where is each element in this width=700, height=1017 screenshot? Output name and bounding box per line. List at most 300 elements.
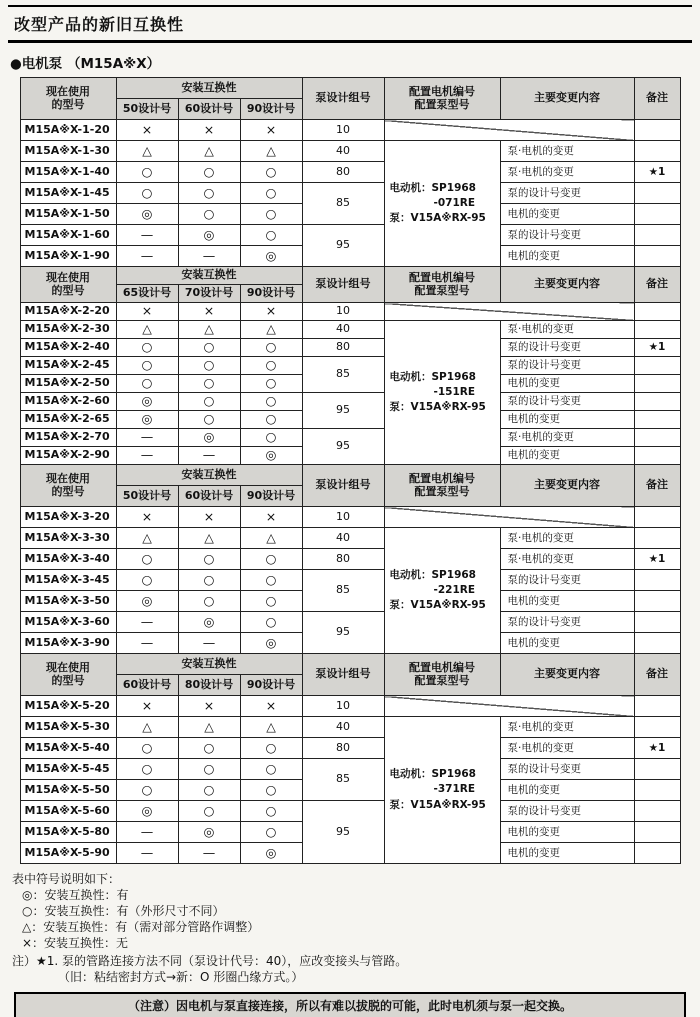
model-cell: M15A※X-1-60 — [20, 225, 116, 246]
table-row — [20, 717, 680, 738]
remark-cell: ★1 — [634, 549, 680, 570]
header-text: 配置电机编号 — [409, 471, 475, 485]
compat-table-m15a-x-3 — [20, 464, 681, 654]
change-cell: 泵的设计号变更 — [500, 801, 634, 822]
model-cell: M15A※X-3-45 — [20, 570, 116, 591]
model-cell: M15A※X-2-90 — [20, 447, 116, 465]
table-row — [20, 120, 680, 141]
remark-cell — [634, 612, 680, 633]
change-cell: 泵·电机的变更 — [500, 528, 634, 549]
col-header-motor-config — [384, 267, 500, 303]
compat-symbol: △ — [116, 528, 178, 549]
group-cell: 95 — [302, 393, 384, 429]
group-cell: 85 — [302, 357, 384, 393]
remark-cell — [634, 429, 680, 447]
col-header-motor-config — [384, 654, 500, 696]
table-header-row — [20, 78, 680, 99]
table-row — [20, 393, 680, 411]
group-cell: 80 — [302, 162, 384, 183]
compat-symbol: ◎ — [116, 801, 178, 822]
group-cell: 10 — [302, 696, 384, 717]
compat-symbol: ○ — [178, 375, 240, 393]
table-row — [20, 759, 680, 780]
remark-cell — [634, 591, 680, 612]
compat-symbol: ◎ — [116, 591, 178, 612]
model-cell: M15A※X-2-65 — [20, 411, 116, 429]
group-cell: 40 — [302, 528, 384, 549]
remark-cell — [634, 225, 680, 246]
design-col-header: 60设计号 — [178, 486, 240, 507]
header-text: 配置泵型号 — [414, 484, 470, 498]
compat-symbol: △ — [116, 717, 178, 738]
motor-number-suffix: -071RE — [433, 196, 476, 209]
compat-symbol: — — [116, 429, 178, 447]
compat-symbol: — — [178, 633, 240, 654]
compat-symbol: ○ — [240, 204, 302, 225]
col-header-pump-design-group: 泵设计组号 — [302, 267, 384, 303]
compat-symbol: ○ — [116, 738, 178, 759]
compat-symbol: ○ — [240, 570, 302, 591]
design-col-header: 90设计号 — [240, 675, 302, 696]
remark-cell: ★1 — [634, 162, 680, 183]
table-row — [20, 339, 680, 357]
header-text: 配置电机编号 — [409, 660, 475, 674]
footnote-star1: 注）★1. 泵的管路连接方法不同（泵设计代号：40），应改变接头与管路。 — [12, 953, 408, 968]
group-cell: 80 — [302, 738, 384, 759]
col-header-mount-compat: 安装互换性 — [116, 78, 302, 99]
compat-symbol: — — [116, 822, 178, 843]
change-cell: 泵·电机的变更 — [500, 549, 634, 570]
col-header-main-changes: 主要变更内容 — [500, 267, 634, 303]
col-header-remarks: 备注 — [634, 654, 680, 696]
remark-cell — [634, 717, 680, 738]
legend-item-circle: ○：安装互换性：有（外形尺寸不同） — [22, 903, 225, 918]
change-cell: 泵·电机的变更 — [500, 321, 634, 339]
col-header-mount-compat: 安装互换性 — [116, 465, 302, 486]
table-row — [20, 507, 680, 528]
col-header-main-changes: 主要变更内容 — [500, 654, 634, 696]
design-col-header: 65设计号 — [116, 285, 178, 303]
group-cell: 80 — [302, 549, 384, 570]
change-cell: 泵的设计号变更 — [500, 357, 634, 375]
design-col-header: 90设计号 — [240, 486, 302, 507]
model-cell: M15A※X-2-60 — [20, 393, 116, 411]
motor-number: 电动机：SP1968 — [389, 568, 476, 581]
change-cell: 泵·电机的变更 — [500, 738, 634, 759]
compat-symbol: ◎ — [240, 843, 302, 864]
diagonal-empty-cell — [384, 696, 634, 717]
design-col-header: 80设计号 — [178, 675, 240, 696]
remark-cell — [634, 843, 680, 864]
change-cell: 电机的变更 — [500, 843, 634, 864]
compat-symbol: △ — [178, 717, 240, 738]
compat-symbol: ○ — [240, 759, 302, 780]
compat-symbol: — — [178, 246, 240, 267]
compat-symbol: × — [116, 303, 178, 321]
compat-symbol: △ — [240, 141, 302, 162]
remark-cell — [634, 633, 680, 654]
compat-symbol: ○ — [240, 339, 302, 357]
compat-symbol: △ — [178, 321, 240, 339]
table-row — [20, 183, 680, 204]
model-cell: M15A※X-2-70 — [20, 429, 116, 447]
group-cell: 95 — [302, 429, 384, 465]
model-cell: M15A※X-2-50 — [20, 375, 116, 393]
compat-table-m15a-x-5 — [20, 653, 681, 864]
compat-symbol: ○ — [178, 339, 240, 357]
group-cell: 95 — [302, 612, 384, 654]
model-cell: M15A※X-5-50 — [20, 780, 116, 801]
footnote-star1-continued: （旧：粘结密封方式→新：O 形圈凸缘方式。） — [58, 969, 304, 984]
compat-symbol: △ — [178, 528, 240, 549]
table-row — [20, 696, 680, 717]
compat-symbol: ○ — [240, 612, 302, 633]
change-cell: 泵的设计号变更 — [500, 225, 634, 246]
model-cell: M15A※X-5-20 — [20, 696, 116, 717]
remark-cell — [634, 204, 680, 225]
col-header-current-model — [20, 465, 116, 507]
header-text: 的型号 — [51, 97, 85, 111]
compat-symbol: ○ — [240, 225, 302, 246]
col-header-pump-design-group: 泵设计组号 — [302, 654, 384, 696]
compat-symbol: ○ — [178, 162, 240, 183]
header-text: 配置电机编号 — [409, 84, 475, 98]
compat-symbol: ◎ — [178, 225, 240, 246]
compat-symbol: — — [178, 447, 240, 465]
compat-symbol: ○ — [178, 801, 240, 822]
change-cell: 泵·电机的变更 — [500, 717, 634, 738]
compat-symbol: △ — [240, 528, 302, 549]
compat-table-m15a-x-1 — [20, 77, 681, 267]
design-col-header: 90设计号 — [240, 285, 302, 303]
header-text: 配置泵型号 — [414, 283, 470, 297]
col-header-pump-design-group: 泵设计组号 — [302, 465, 384, 507]
compat-symbol: ◎ — [240, 447, 302, 465]
header-text: 配置电机编号 — [409, 270, 475, 284]
compat-symbol: ○ — [178, 759, 240, 780]
compat-symbol: ◎ — [116, 393, 178, 411]
change-cell: 泵的设计号变更 — [500, 612, 634, 633]
col-header-main-changes: 主要变更内容 — [500, 78, 634, 120]
compat-symbol: — — [116, 843, 178, 864]
compat-symbol: ◎ — [116, 411, 178, 429]
remark-cell — [634, 696, 680, 717]
group-cell: 95 — [302, 225, 384, 267]
pump-model: 泵：V15A※RX-95 — [389, 798, 486, 811]
compat-symbol: ○ — [178, 411, 240, 429]
group-cell: 10 — [302, 120, 384, 141]
change-cell: 电机的变更 — [500, 780, 634, 801]
design-col-header: 60设计号 — [178, 99, 240, 120]
compat-symbol: ○ — [240, 357, 302, 375]
model-cell: M15A※X-2-40 — [20, 339, 116, 357]
motor-number: 电动机：SP1968 — [389, 768, 476, 781]
compat-symbol: ○ — [116, 357, 178, 375]
model-cell: M15A※X-5-90 — [20, 843, 116, 864]
compat-symbol: ○ — [116, 183, 178, 204]
legend-item-double-circle: ◎：安装互换性：有 — [22, 887, 129, 902]
title-band — [8, 5, 692, 43]
model-cell: M15A※X-1-20 — [20, 120, 116, 141]
col-header-motor-config — [384, 78, 500, 120]
group-cell: 40 — [302, 321, 384, 339]
compat-symbol: × — [178, 507, 240, 528]
change-cell: 电机的变更 — [500, 633, 634, 654]
header-text: 现在使用 — [46, 270, 90, 284]
compat-symbol: △ — [240, 717, 302, 738]
compat-symbol: ◎ — [178, 612, 240, 633]
motor-number-suffix: -221RE — [433, 583, 476, 596]
motor-config-cell — [384, 717, 500, 864]
remark-cell — [634, 393, 680, 411]
motor-config-cell — [384, 141, 500, 267]
compat-symbol: ○ — [240, 780, 302, 801]
compat-symbol: ○ — [116, 162, 178, 183]
page-title: 改型产品的新旧互换性 — [14, 15, 185, 34]
col-header-current-model — [20, 78, 116, 120]
model-cell: M15A※X-5-80 — [20, 822, 116, 843]
caution-notice: （注意）因电机与泵直接连接，所以有难以拔脱的可能，此时电机须与泵一起交换。 — [14, 992, 686, 1017]
compat-symbol: ○ — [240, 801, 302, 822]
compat-symbol: ○ — [178, 204, 240, 225]
remark-cell — [634, 120, 680, 141]
design-col-header: 70设计号 — [178, 285, 240, 303]
table-row — [20, 801, 680, 822]
model-cell: M15A※X-1-30 — [20, 141, 116, 162]
header-text: 现在使用 — [46, 660, 90, 674]
change-cell: 泵的设计号变更 — [500, 339, 634, 357]
model-cell: M15A※X-1-50 — [20, 204, 116, 225]
change-cell: 电机的变更 — [500, 591, 634, 612]
remark-cell — [634, 822, 680, 843]
change-cell: 电机的变更 — [500, 447, 634, 465]
compat-symbol: ○ — [240, 738, 302, 759]
group-cell: 80 — [302, 339, 384, 357]
col-header-remarks: 备注 — [634, 465, 680, 507]
legend-item-triangle: △：安装互换性：有（需对部分管路作调整） — [22, 919, 260, 934]
remark-cell — [634, 375, 680, 393]
legend-section — [12, 872, 690, 986]
remark-cell — [634, 141, 680, 162]
compat-symbol: ○ — [178, 549, 240, 570]
model-cell: M15A※X-2-30 — [20, 321, 116, 339]
table-row — [20, 612, 680, 633]
compat-symbol: ○ — [240, 375, 302, 393]
remark-cell — [634, 411, 680, 429]
compat-symbol: ○ — [240, 549, 302, 570]
compat-symbol: ○ — [240, 411, 302, 429]
motor-config-cell — [384, 321, 500, 465]
compat-symbol: ○ — [116, 570, 178, 591]
change-cell: 泵的设计号变更 — [500, 393, 634, 411]
model-cell: M15A※X-1-45 — [20, 183, 116, 204]
compat-symbol: × — [178, 303, 240, 321]
motor-number: 电动机：SP1968 — [389, 181, 476, 194]
compat-symbol: ◎ — [178, 822, 240, 843]
compat-symbol: ○ — [178, 393, 240, 411]
change-cell: 泵·电机的变更 — [500, 162, 634, 183]
compat-symbol: ○ — [240, 162, 302, 183]
remark-cell — [634, 507, 680, 528]
table-row — [20, 738, 680, 759]
header-text: 的型号 — [51, 484, 85, 498]
table-row — [20, 429, 680, 447]
group-cell: 40 — [302, 717, 384, 738]
table-row — [20, 303, 680, 321]
compat-symbol: × — [116, 120, 178, 141]
model-cell: M15A※X-1-90 — [20, 246, 116, 267]
group-cell: 40 — [302, 141, 384, 162]
model-cell: M15A※X-3-90 — [20, 633, 116, 654]
pump-model: 泵：V15A※RX-95 — [389, 212, 486, 225]
compat-symbol: ○ — [178, 738, 240, 759]
design-col-header: 50设计号 — [116, 99, 178, 120]
group-cell: 10 — [302, 507, 384, 528]
header-text: 现在使用 — [46, 84, 90, 98]
diagonal-empty-cell — [384, 507, 634, 528]
compat-symbol: ○ — [178, 591, 240, 612]
pump-model: 泵：V15A※RX-95 — [389, 401, 486, 414]
compat-symbol: ○ — [240, 822, 302, 843]
compat-symbol: × — [178, 696, 240, 717]
col-header-current-model — [20, 654, 116, 696]
table-row — [20, 162, 680, 183]
compat-symbol: ○ — [178, 357, 240, 375]
compat-symbol: — — [116, 246, 178, 267]
legend-intro: 表中符号说明如下： — [12, 872, 121, 886]
change-cell: 电机的变更 — [500, 411, 634, 429]
change-cell: 泵·电机的变更 — [500, 429, 634, 447]
table-header-row — [20, 654, 680, 675]
design-col-header: 50设计号 — [116, 486, 178, 507]
remark-cell — [634, 246, 680, 267]
model-cell: M15A※X-3-40 — [20, 549, 116, 570]
model-cell: M15A※X-5-45 — [20, 759, 116, 780]
compat-symbol: — — [178, 843, 240, 864]
compat-symbol: ○ — [240, 429, 302, 447]
compat-symbol: △ — [116, 141, 178, 162]
table-row — [20, 357, 680, 375]
col-header-mount-compat: 安装互换性 — [116, 654, 302, 675]
model-cell: M15A※X-5-40 — [20, 738, 116, 759]
compat-symbol: ○ — [116, 375, 178, 393]
table-header-row — [20, 267, 680, 285]
table-row — [20, 549, 680, 570]
compat-table-m15a-x-2 — [20, 266, 681, 465]
model-cell: M15A※X-3-20 — [20, 507, 116, 528]
remark-cell — [634, 183, 680, 204]
remark-cell — [634, 447, 680, 465]
change-cell: 泵·电机的变更 — [500, 141, 634, 162]
compat-symbol: ○ — [240, 591, 302, 612]
compat-symbol: × — [240, 120, 302, 141]
compat-symbol: ○ — [116, 339, 178, 357]
motor-number-suffix: -151RE — [433, 385, 476, 398]
remark-cell — [634, 570, 680, 591]
compat-symbol: ○ — [178, 570, 240, 591]
change-cell: 电机的变更 — [500, 822, 634, 843]
compat-symbol: ○ — [116, 549, 178, 570]
compat-symbol: × — [240, 507, 302, 528]
compat-symbol: ○ — [240, 183, 302, 204]
group-cell: 85 — [302, 183, 384, 225]
group-cell: 10 — [302, 303, 384, 321]
change-cell: 电机的变更 — [500, 204, 634, 225]
compat-symbol: — — [116, 633, 178, 654]
compat-symbol: × — [240, 303, 302, 321]
header-text: 现在使用 — [46, 471, 90, 485]
group-cell: 85 — [302, 759, 384, 801]
remark-cell — [634, 801, 680, 822]
table-row — [20, 570, 680, 591]
header-text: 配置泵型号 — [414, 673, 470, 687]
motor-number: 电动机：SP1968 — [389, 370, 476, 383]
compat-symbol: — — [116, 612, 178, 633]
model-cell: M15A※X-3-30 — [20, 528, 116, 549]
header-text: 配置泵型号 — [414, 97, 470, 111]
compat-symbol: △ — [178, 141, 240, 162]
compat-symbol: ◎ — [240, 246, 302, 267]
change-cell: 泵的设计号变更 — [500, 759, 634, 780]
model-cell: M15A※X-2-20 — [20, 303, 116, 321]
section-subtitle: ●电机泵 （M15A※X） — [10, 56, 161, 72]
model-cell: M15A※X-1-40 — [20, 162, 116, 183]
diagonal-empty-cell — [384, 120, 634, 141]
motor-config-cell — [384, 528, 500, 654]
design-col-header: 90设计号 — [240, 99, 302, 120]
group-cell: 85 — [302, 570, 384, 612]
remark-cell — [634, 780, 680, 801]
remark-cell — [634, 528, 680, 549]
remark-cell — [634, 357, 680, 375]
remark-cell — [634, 759, 680, 780]
remark-cell: ★1 — [634, 738, 680, 759]
compat-symbol: ○ — [116, 780, 178, 801]
compat-symbol: △ — [116, 321, 178, 339]
header-text: 的型号 — [51, 673, 85, 687]
compat-symbol: × — [116, 696, 178, 717]
change-cell: 泵的设计号变更 — [500, 183, 634, 204]
header-text: 的型号 — [51, 283, 85, 297]
compat-symbol: × — [178, 120, 240, 141]
col-header-remarks: 备注 — [634, 267, 680, 303]
table-row — [20, 321, 680, 339]
col-header-motor-config — [384, 465, 500, 507]
remark-cell — [634, 303, 680, 321]
table-row — [20, 528, 680, 549]
col-header-remarks: 备注 — [634, 78, 680, 120]
compat-symbol: ◎ — [178, 429, 240, 447]
compat-symbol: ◎ — [116, 204, 178, 225]
compat-symbol: ○ — [116, 759, 178, 780]
model-cell: M15A※X-5-30 — [20, 717, 116, 738]
model-cell: M15A※X-5-60 — [20, 801, 116, 822]
motor-number-suffix: -371RE — [433, 783, 476, 796]
group-cell: 95 — [302, 801, 384, 864]
remark-cell — [634, 321, 680, 339]
compat-symbol: — — [116, 225, 178, 246]
diagonal-empty-cell — [384, 303, 634, 321]
table-row — [20, 225, 680, 246]
compat-symbol: △ — [240, 321, 302, 339]
legend-item-cross: ×：安装互换性：无 — [22, 935, 129, 950]
model-cell: M15A※X-3-60 — [20, 612, 116, 633]
col-header-pump-design-group: 泵设计组号 — [302, 78, 384, 120]
table-header-row — [20, 465, 680, 486]
pump-model: 泵：V15A※RX-95 — [389, 599, 486, 612]
compat-symbol: — — [116, 447, 178, 465]
compat-symbol: ○ — [178, 780, 240, 801]
